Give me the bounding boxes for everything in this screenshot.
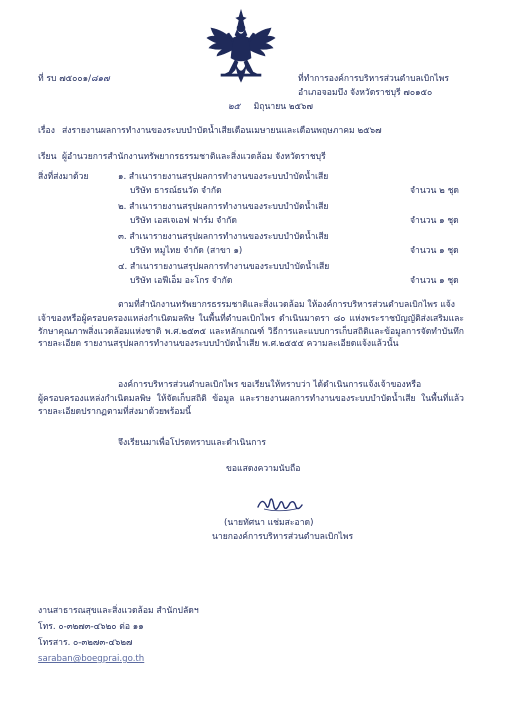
- footer-phone: โทร. ๐-๓๒๗๓-๔๖๒๐ ต่อ ๑๑: [38, 622, 144, 632]
- footer-fax: โทรสาร. ๐-๓๒๗๓-๔๖๒๗: [38, 638, 133, 648]
- subject-label: เรื่อง: [38, 126, 55, 136]
- date-month-year: มิถุนายน ๒๕๖๗: [253, 102, 313, 112]
- enclosure-item-quantity: จำนวน ๒ ชุด: [410, 186, 459, 196]
- office-name: ที่ทำการองค์การบริหารส่วนตำบลเบิกไพร: [298, 74, 449, 84]
- subject-text: ส่งรายงานผลการทำงานของระบบบำบัดน้ำเสียเดือนเมษายนและเดือนพฤษภาคม ๒๕๖๗: [62, 126, 382, 136]
- reference-number-prefix: ที่ รบ ๗๕๐๐๑/: [38, 74, 92, 84]
- paragraph-1-first-line: ตามที่สำนักงานทรัพยากรธรรมชาติและสิ่งแวดล้อม ให้องค์การบริหารส่วนตำบลเบิกไพร แจ้ง: [118, 300, 455, 310]
- enclosure-item-title: ๒. สำเนารายงานสรุปผลการทำงานของระบบบำบัดน้ำเสีย: [118, 202, 329, 212]
- reference-number-handwritten: ๘๑๗: [91, 74, 110, 84]
- enclosures-label: สิ่งที่ส่งมาด้วย: [38, 172, 89, 182]
- garuda-emblem-icon: [205, 8, 277, 84]
- signature-icon: [256, 493, 304, 515]
- enclosure-item-title: ๓. สำเนารายงานสรุปผลการทำงานของระบบบำบัดน้ำเสีย: [118, 232, 329, 242]
- enclosure-item-company: บริษัท เอสเจเอฟ ฟาร์ม จำกัด: [130, 216, 237, 226]
- signatory-name: (นายทัศนา แช่มสะอาด): [224, 518, 314, 528]
- addressee-label: เรียน: [38, 152, 57, 162]
- enclosure-item-title: ๑. สำเนารายงานสรุปผลการทำงานของระบบบำบัดน้ำเสีย: [118, 172, 329, 182]
- enclosure-item-company: บริษัท หมูไทย จำกัด (สาขา ๑): [130, 246, 243, 256]
- paragraph-2-first-line: องค์การบริหารส่วนตำบลเบิกไพร ขอเรียนให้ทราบว่า ได้ดำเนินการแจ้งเจ้าของหรือ: [118, 380, 422, 390]
- enclosure-item-quantity: จำนวน ๑ ชุด: [410, 276, 459, 286]
- reference-number: [38, 74, 110, 85]
- signatory-position: นายกองค์การบริหารส่วนตำบลเบิกไพร: [212, 532, 354, 542]
- addressee-text: ผู้อำนวยการสำนักงานทรัพยากรธรรมชาติและสิ่งแวดล้อม จังหวัดราชบุรี: [62, 152, 326, 162]
- enclosure-item-company: บริษัท ธารณ์ธนวัต จำกัด: [130, 186, 222, 196]
- enclosure-item-company: บริษัท เอฟีเอ็ม อะโกร จำกัด: [130, 276, 233, 286]
- enclosure-item-title: ๔. สำเนารายงานสรุปผลการทำงานของระบบบำบัดน้ำเสีย: [118, 262, 330, 272]
- closing-regards: ขอแสดงความนับถือ: [226, 464, 301, 474]
- letter-date: [228, 102, 313, 113]
- date-day-handwritten: ๒๕: [228, 102, 241, 112]
- paragraph-1-body: เจ้าของหรือผู้ครอบครองแหล่งกำเนิดมลพิษ ในพื้นที่ตำบลเบิกไพร ดำเนินมาตรา ๘๐ แห่งพระราชบัญญัติส่งเสริมและรักษาคุณภาพสิ่งแวดล้อมแห่งชาติ พ.ศ.๒๕๓๕ และหลักเกณฑ์ วิธีการและแบบการเก็บสถิติและข้อมูลการจัดทำบันทึกรายละเอียด รายงานสรุปผลการทำงานของระบบบำบัดน้ำเสีย พ.ศ.๒๕๕๕ ความละเอียดแจ้งแล้วนั้น: [38, 314, 464, 349]
- footer-email-link[interactable]: saraban@boegprai.go.th: [38, 654, 145, 664]
- paragraph-2-body: ผู้ครอบครองแหล่งกำเนิดมลพิษ ให้จัดเก็บสถิติ ข้อมูล และรายงานผลการทำงานของระบบบำบัดน้ำเสีย ในพื้นที่แล้ว รายละเอียดปรากฏตามที่ส่งมาด้วยพร้อมนี้: [38, 394, 464, 417]
- office-address: อำเภอจอมบึง จังหวัดราชบุรี ๗๐๑๕๐: [298, 88, 433, 98]
- paragraph-3: จึงเรียนมาเพื่อโปรดทราบและดำเนินการ: [118, 438, 266, 448]
- enclosure-item-quantity: จำนวน ๑ ชุด: [410, 216, 459, 226]
- enclosure-item-quantity: จำนวน ๑ ชุด: [410, 246, 459, 256]
- footer-department: งานสาธารณสุขและสิ่งแวดล้อม สำนักปลัดฯ: [38, 606, 199, 616]
